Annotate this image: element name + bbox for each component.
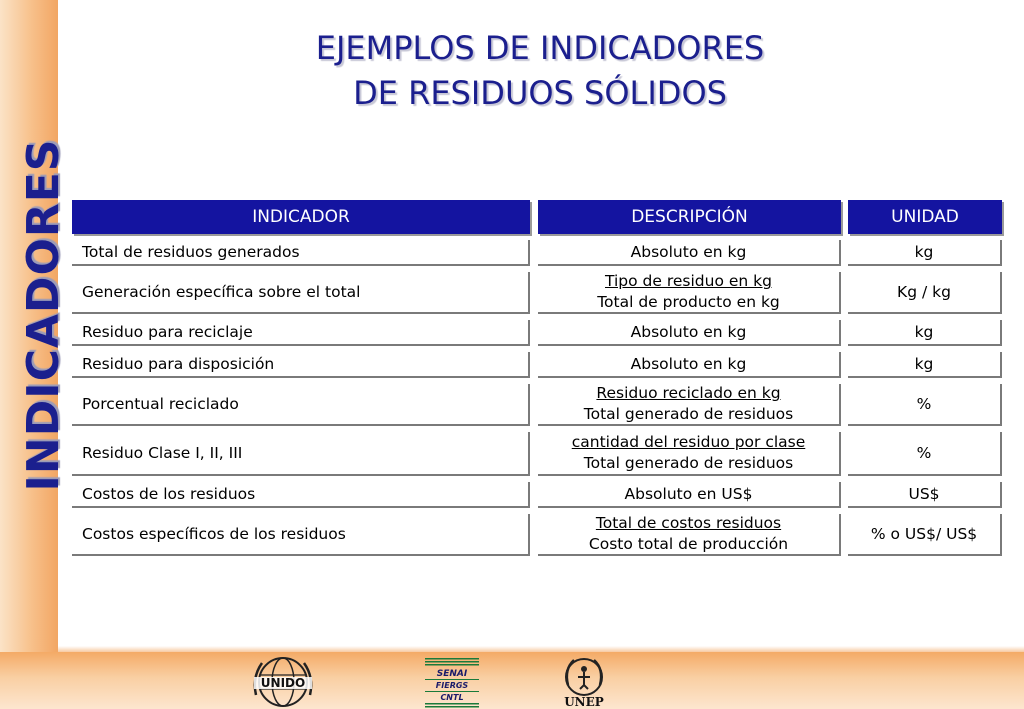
bottom-decorative-band — [0, 652, 1024, 709]
table-row-descripcion — [538, 352, 841, 378]
table-row-descripcion — [538, 240, 841, 266]
table-row-indicador: Residuo para disposición — [72, 352, 530, 378]
table-row-descripcion — [538, 482, 841, 508]
senai-text: SENAI — [436, 669, 468, 679]
descripcion-text: Absoluto en kg — [630, 354, 747, 373]
unido-text: UNIDO — [260, 676, 306, 690]
table-row-unidad: Kg / kg — [848, 272, 1002, 314]
table-row-indicador: Total de residuos generados — [72, 240, 530, 266]
table-row-indicador: Costos específicos de los residuos — [72, 514, 530, 556]
table-row-unidad: kg — [848, 240, 1002, 266]
descripcion-numerator: Tipo de residuo en kg — [605, 272, 772, 290]
table-row-indicador: Residuo para reciclaje — [72, 320, 530, 346]
descripcion-numerator: Total de costos residuos — [595, 514, 782, 532]
table-row-indicador: Residuo Clase I, II, III — [72, 432, 530, 476]
page-title — [200, 26, 880, 116]
table-row-descripcion — [538, 272, 841, 314]
side-label: INDICADORES — [18, 138, 69, 492]
table-row-descripcion — [538, 320, 841, 346]
unep-text: UNEP — [564, 695, 604, 709]
header-indicador: INDICADOR — [72, 200, 530, 234]
table-row-descripcion — [538, 432, 841, 476]
table-row-descripcion — [538, 384, 841, 426]
senai-fiergs-logo — [424, 656, 480, 709]
cntl-text: CNTL — [440, 693, 464, 702]
header-descripcion: DESCRIPCIÓN — [538, 200, 841, 234]
descripcion-numerator: cantidad del residuo por clase — [571, 433, 806, 451]
descripcion-text: Absoluto en US$ — [624, 484, 753, 503]
unep-logo — [554, 655, 614, 709]
table-row-unidad: US$ — [848, 482, 1002, 508]
descripcion-text: Absoluto en kg — [630, 322, 747, 341]
title-line-1: EJEMPLOS DE INDICADORES — [315, 29, 765, 67]
table-row-descripcion — [538, 514, 841, 556]
table-row-unidad: % o US$/ US$ — [848, 514, 1002, 556]
table-row-unidad: % — [848, 384, 1002, 426]
table-row-indicador: Generación específica sobre el total — [72, 272, 530, 314]
descripcion-numerator: Residuo reciclado en kg — [596, 384, 781, 402]
band-shadow — [58, 646, 1024, 652]
descripcion-denominator: Total de producto en kg — [597, 293, 780, 311]
descripcion-denominator: Total generado de residuos — [583, 405, 794, 423]
table-row-indicador: Porcentual reciclado — [72, 384, 530, 426]
descripcion-text: Absoluto en kg — [630, 242, 747, 261]
fiergs-text: FIERGS — [435, 681, 469, 690]
table-row-indicador: Costos de los residuos — [72, 482, 530, 508]
title-line-2: DE RESIDUOS SÓLIDOS — [353, 74, 727, 112]
descripcion-denominator: Total generado de residuos — [583, 454, 794, 472]
unido-logo — [250, 655, 316, 709]
table-row-unidad: kg — [848, 352, 1002, 378]
header-unidad: UNIDAD — [848, 200, 1002, 234]
descripcion-denominator: Costo total de producción — [588, 535, 789, 553]
table-row-unidad: kg — [848, 320, 1002, 346]
table-row-unidad: % — [848, 432, 1002, 476]
